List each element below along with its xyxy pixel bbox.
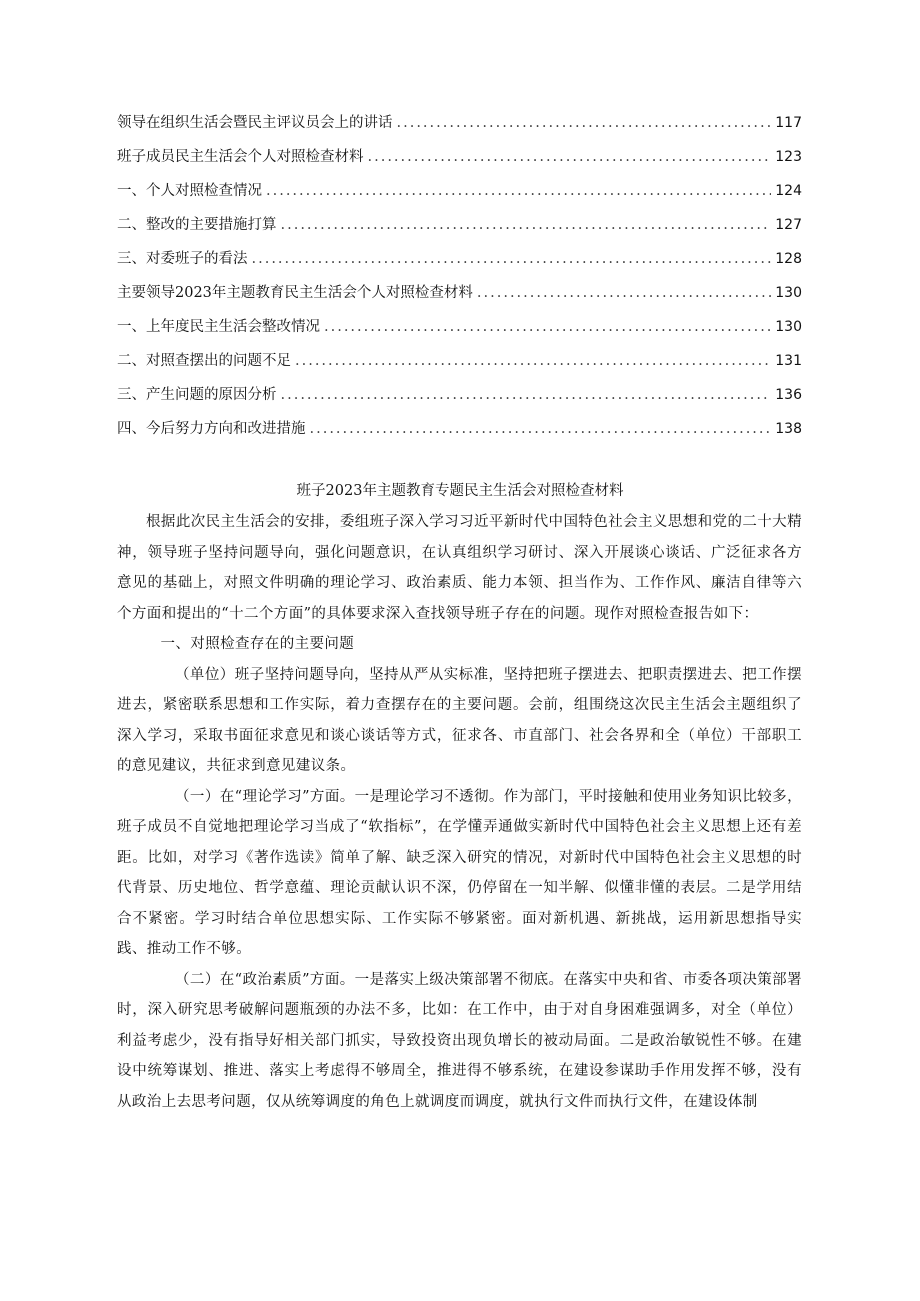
toc-entry[interactable] — [117, 316, 802, 350]
toc-entry-page: 131 — [775, 353, 802, 369]
toc-leader-dots — [281, 214, 772, 236]
toc-entry[interactable] — [117, 282, 802, 316]
toc-entry-title: 主要领导2023年主题教育民主生活会个人对照检查材料 — [117, 285, 473, 301]
toc-entry-page: 130 — [775, 319, 802, 335]
toc-entry[interactable] — [117, 112, 802, 146]
toc-entry-title: 班子成员民主生活会个人对照检查材料 — [117, 149, 364, 165]
toc-entry[interactable] — [117, 384, 802, 418]
table-of-contents — [117, 112, 802, 452]
toc-entry-title: 三、产生问题的原因分析 — [117, 387, 277, 403]
toc-leader-dots — [310, 418, 772, 440]
toc-entry-page: 138 — [775, 421, 802, 437]
toc-entry[interactable] — [117, 146, 802, 180]
toc-entry-page: 127 — [775, 217, 802, 233]
toc-leader-dots — [252, 248, 772, 270]
toc-entry-title: 二、对照查摆出的问题不足 — [117, 353, 291, 369]
toc-entry-title: 三、对委班子的看法 — [117, 251, 248, 267]
toc-entry-page: 128 — [775, 251, 802, 267]
political-quality-paragraph: （二）在“政治素质”方面。一是落实上级决策部署不彻底。在落实中央和省、市委各项决策部署时，深入研究思考破解问题瓶颈的办法不多，比如：在工作中，由于对自身困难强调多，对全（单位）利益考虑少，没有指导好相关部门抓实，导致投资出现负增长的被动局面。二是政治敏锐性不够。在建设中统筹谋划、推进、落实上考虑得不够周全，推进得不够系统，在建设参谋助手作用发挥不够，没有从政治上去思考问题，仅从统筹调度的角色上就调度而调度，就执行文件而执行文件，在建设体制 — [117, 971, 802, 1110]
theory-study-paragraph: （一）在“理论学习”方面。一是理论学习不透彻。作为部门，平时接触和使用业务知识比较多，班子成员不自觉地把理论学习当成了“软指标”，在学懂弄通做实新时代中国特色社会主义思想上还有差距。比如，对学习《著作选读》简单了解、缺乏深入研究的情况，对新时代中国特色社会主义思想的时代背景、历史地位、哲学意蕴、理论贡献认识不深，仍停留在一知半解、似懂非懂的表层。二是学用结合不紧密。学习时结合单位思想实际、工作实际不够紧密。面对新机遇、新挑战，运用新思想指导实践、推动工作不够。 — [117, 788, 802, 957]
toc-entry[interactable] — [117, 248, 802, 282]
toc-entry-title: 一、个人对照检查情况 — [117, 183, 262, 199]
section-heading: 一、对照检查存在的主要问题 — [160, 636, 355, 652]
toc-entry-title: 四、今后努力方向和改进措施 — [117, 421, 306, 437]
toc-leader-dots — [324, 316, 771, 338]
toc-entry[interactable] — [117, 350, 802, 384]
toc-entry-title: 一、上年度民主生活会整改情况 — [117, 319, 320, 335]
toc-leader-dots — [266, 180, 771, 202]
toc-entry-page: 124 — [775, 183, 802, 199]
toc-entry-title: 二、整改的主要措施打算 — [117, 217, 277, 233]
toc-entry[interactable] — [117, 180, 802, 214]
document-title: 班子2023年主题教育专题民主生活会对照检查材料 — [296, 483, 624, 499]
section-intro-paragraph: （单位）班子坚持问题导向，坚持从严从实标准，坚持把班子摆进去、把职责摆进去、把工作摆进去，紧密联系思想和工作实际，着力查摆存在的主要问题。会前，组围绕这次民主生活会主题组织了深入学习，采取书面征求意见和谈心谈话等方式，征求各、市直部门、社会各界和全（单位）干部职工的意见建议，共征求到意见建议条。 — [117, 666, 802, 774]
toc-entry-page: 123 — [775, 149, 802, 165]
toc-leader-dots — [281, 384, 772, 406]
toc-entry[interactable] — [117, 214, 802, 248]
toc-leader-dots — [397, 112, 772, 134]
document-body — [117, 507, 802, 1117]
toc-entry-page: 117 — [775, 115, 802, 131]
toc-leader-dots — [477, 282, 771, 304]
toc-entry[interactable] — [117, 418, 802, 452]
intro-paragraph: 根据此次民主生活会的安排，委组班子深入学习习近平新时代中国特色社会主义思想和党的二十大精神，领导班子坚持问题导向，强化问题意识，在认真组织学习研讨、深入开展谈心谈话、广泛征求各方意见的基础上，对照文件明确的理论学习、政治素质、能力本领、担当作为、工作作风、廉洁自律等六个方面和提出的“十二个方面”的具体要求深入查找领导班子存在的问题。现作对照检查报告如下： — [117, 514, 802, 622]
toc-entry-page: 130 — [775, 285, 802, 301]
toc-entry-page: 136 — [775, 387, 802, 403]
toc-leader-dots — [368, 146, 772, 168]
toc-leader-dots — [295, 350, 771, 372]
toc-entry-title: 领导在组织生活会暨民主评议员会上的讲话 — [117, 115, 393, 131]
